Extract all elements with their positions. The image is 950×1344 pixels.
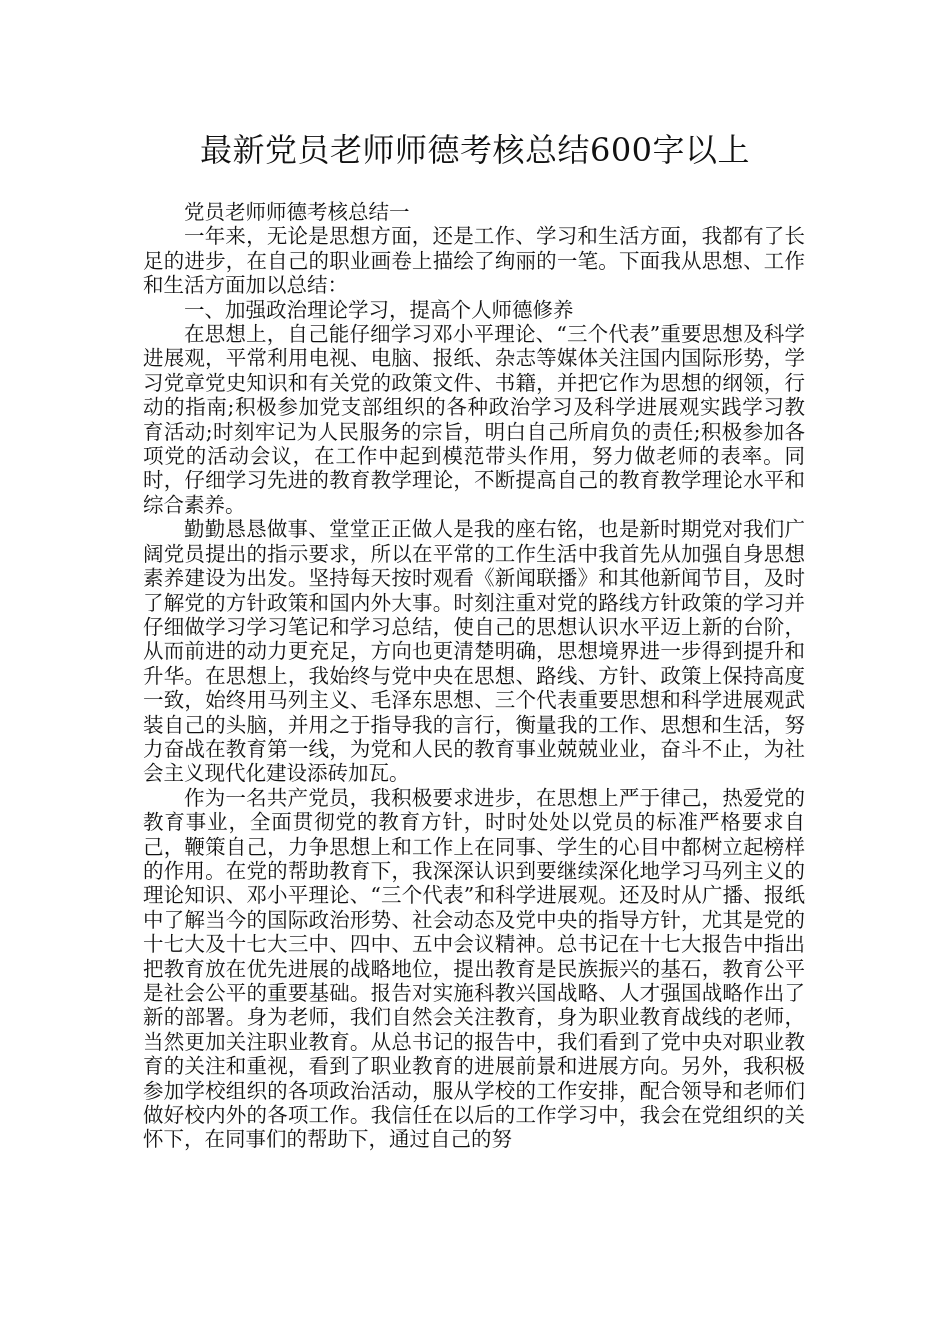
body-paragraph: 在思想上，自己能仔细学习邓小平理论、“三个代表”重要思想及科学进展观，平常利用电视、电脑、报纸、杂志等媒体关注国内国际形势，学习党章党史知识和有关党的政策文件、书籍，并把它作为思想的纲领，行动的指南;积极参加党支部组织的各种政治学习及科学进展观实践学习教育活动;时刻牢记为人民服务的宗旨，明白自己所肩负的责任;积极参加各项党的活动会议，在工作中起到模范带头作用，努力做老师的表率。同时，仔细学习先进的教育教学理论，不断提高自己的教育教学理论水平和综合素养。 (143, 322, 805, 517)
section-heading-political-study: 一、加强政治理论学习，提高个人师德修养 (184, 297, 574, 322)
document-title: 最新党员老师师德考核总结600字以上 (199, 131, 751, 169)
body-paragraph: 勤勤恳恳做事、堂堂正正做人是我的座右铭，也是新时期党对我们广阔党员提出的指示要求，所以在平常的工作生活中我首先从加强自身思想素养建设为出发。坚持每天按时观看《新闻联播》和其他新闻节目，及时了解党的方针政策和国内外大事。时刻注重对党的路线方针政策的学习并仔细做学习学习笔记和学习总结，使自己的思想认识水平迈上新的台阶，从而前进的动力更充足，方向也更清楚明确，思想境界进一步得到提升和升华。在思想上，我始终与党中央在思想、路线、方针、政策上保持高度一致，始终用马列主义、毛泽东思想、三个代表重要思想和科学进展观武装自己的头脑，并用之于指导我的言行，衡量我的工作、思想和生活，努力奋战在教育第一线，为党和人民的教育事业兢兢业业，奋斗不止，为社会主义现代化建设添砖加瓦。 (143, 517, 805, 786)
body-paragraph: 作为一名共产党员，我积极要求进步，在思想上严于律己，热爱党的教育事业，全面贯彻党的教育方针，时时处处以党员的标准严格要求自己，鞭策自己，力争思想上和工作上在同事、学生的心目中都树立起榜样的作用。在党的帮助教育下，我深深认识到要继续深化地学习马列主义的理论知识、邓小平理论、“三个代表”和科学进展观。还及时从广播、报纸中了解当今的国际政治形势、社会动态及党中央的指导方针，尤其是党的十七大及十七大三中、四中、五中会议精神。总书记在十七大报告中指出把教育放在优先进展的战略地位，提出教育是民族振兴的基石，教育公平是社会公平的重要基础。报告对实施科教兴国战略、人才强国战略作出了新的部署。身为老师，我们自然会关注教育，身为职业教育战线的老师，当然更加关注职业教育。从总书记的报告中，我们看到了党中央对职业教育的关注和重视，看到了职业教育的进展前景和进展方向。另外，我积极参加学校组织的各项政治活动，服从学校的工作安排，配合领导和老师们做好校内外的各项工作。我信任在以后的工作学习中，我会在党组织的关怀下，在同事们的帮助下，通过自己的努 (143, 785, 805, 1152)
section-heading-summary-one: 党员老师师德考核总结一 (184, 200, 410, 224)
document-body (143, 200, 805, 1152)
intro-paragraph: 一年来，无论是思想方面，还是工作、学习和生活方面，我都有了长足的进步，在自己的职业画卷上描绘了绚丽的一笔。下面我从思想、工作和生活方面加以总结： (143, 224, 805, 298)
